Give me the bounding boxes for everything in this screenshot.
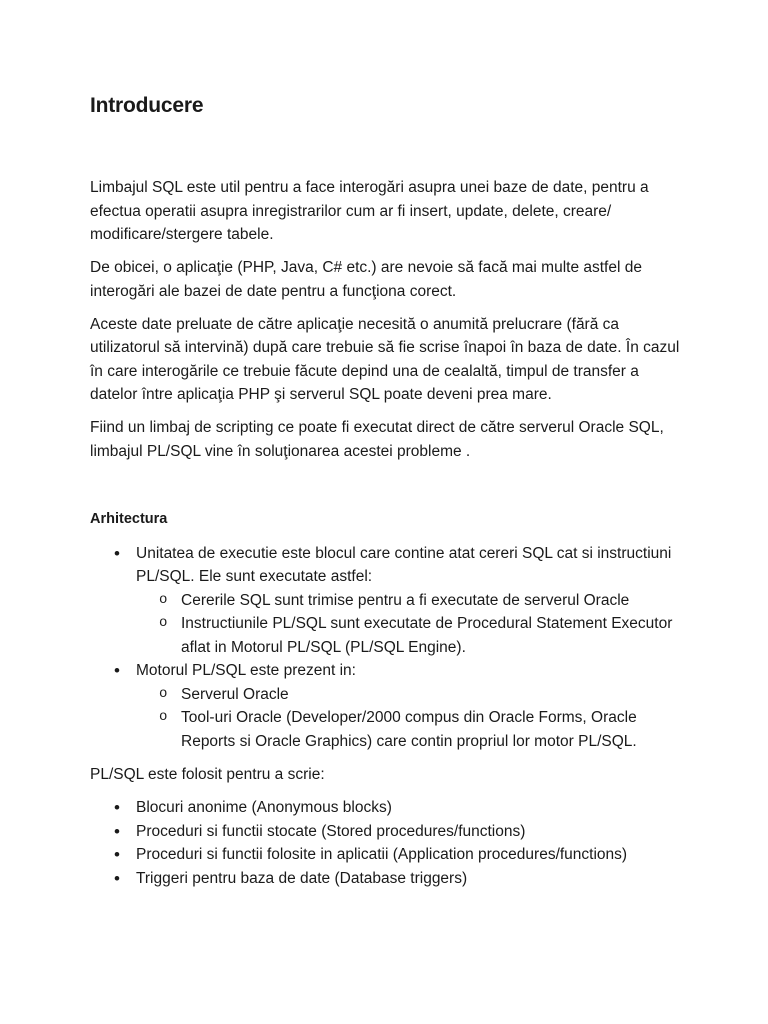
architecture-item [136,542,680,660]
architecture-item-text: Unitatea de executie este blocul care contine atat cereri SQL cat si instructiuni PL/SQL. Ele sunt executate astfel: [136,544,672,585]
usage-item: • Proceduri si functii stocate (Stored procedures/functions) [136,820,680,844]
document-body [90,176,680,890]
usage-intro: PL/SQL este folosit pentru a scrie: [90,766,325,783]
architecture-subitem: o Instructiunile PL/SQL sunt executate de Procedural Statement Executor aflat in Motorul PL/SQL (PL/SQL Engine). [181,612,680,659]
intro-paragraph-3: Aceste date preluate de către aplicaţie necesită o anumită prelucrare (fără ca utilizatorul să intervină) după care trebuie să fie scrise înapoi în baza de date. În cazul în care interogările ce trebuie făcute depind una de cealaltă, timpul de transfer a datelor între aplicaţia PHP şi serverul SQL poate deveni prea mare. [90,315,680,403]
usage-item: • Blocuri anonime (Anonymous blocks) [136,796,680,820]
usage-item: • Proceduri si functii folosite in aplicatii (Application procedures/functions) [136,843,680,867]
architecture-heading: Arhitectura [90,511,168,527]
usage-item: • Triggeri pentru baza de date (Database triggers) [136,867,680,891]
intro-paragraph-4: Fiind un limbaj de scripting ce poate fi executat direct de către serverul Oracle SQL, limbajul PL/SQL vine în soluţionarea acestei probleme . [90,419,664,460]
architecture-sublist [181,683,680,754]
architecture-subitem: o Tool-uri Oracle (Developer/2000 compus din Oracle Forms, Oracle Reports si Oracle Graphics) care contin propriul lor motor PL/SQL. [181,706,680,753]
architecture-sublist [181,589,680,660]
architecture-list [136,542,680,754]
architecture-subitem: o Serverul Oracle [181,683,680,707]
intro-paragraph-1: Limbajul SQL este util pentru a face interogări asupra unei baze de date, pentru a efectua operatii asupra inregistrarilor cum ar fi insert, update, delete, creare/ modificare/stergere tabele. [90,179,649,243]
architecture-subitem: o Cererile SQL sunt trimise pentru a fi executate de serverul Oracle [181,589,680,613]
document-title: Introducere [90,94,204,117]
architecture-item-text: Motorul PL/SQL este prezent in: [136,662,356,679]
intro-paragraph-2: De obicei, o aplicaţie (PHP, Java, C# etc.) are nevoie să facă mai multe astfel de interogări ale bazei de date pentru a funcţiona corect. [90,259,642,300]
usage-list [136,796,680,890]
architecture-item [136,659,680,753]
